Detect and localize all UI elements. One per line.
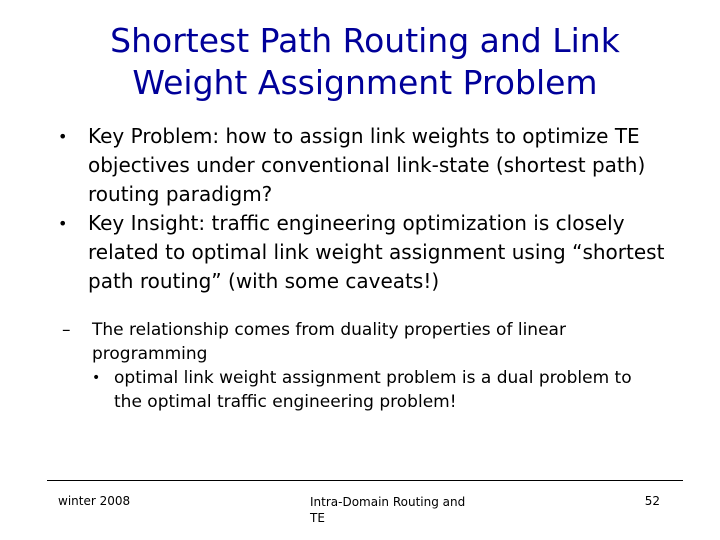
bullet-key-insight: [58, 209, 698, 296]
sub-bullet-text: The relationship comes from duality properties of linear programming: [92, 320, 566, 364]
bullet-text: Key Insight: traffic engineering optimization is closely related to optimal link weight assignment using “shortest path routing” (with some caveats!): [88, 211, 665, 293]
slide-title-line-1: Shortest Path Routing and Link: [110, 21, 620, 60]
footer-divider: [47, 480, 683, 481]
sub-sub-bullet-marker: •: [92, 370, 101, 386]
slide-title-line-2: Weight Assignment Problem: [132, 63, 598, 102]
footer-page-number: 52: [644, 494, 660, 508]
sub-bullet-marker: –: [62, 320, 71, 340]
footer-date: winter 2008: [58, 494, 131, 508]
bullet-key-problem: [58, 122, 698, 209]
slide-title: [40, 20, 690, 104]
bullet-marker: •: [58, 214, 68, 233]
footer-course-title: Intra-Domain Routing and TE: [310, 495, 466, 525]
bullet-list: [58, 122, 698, 296]
sub-sub-bullet-text: optimal link weight assignment problem is a dual problem to the optimal traffic engineering problem!: [114, 368, 632, 412]
sub-bullet-group: [0, 306, 720, 414]
bullet-marker: •: [58, 127, 68, 146]
sub-sub-bullet-dual-problem: [92, 366, 634, 414]
sub-bullet-duality: [62, 318, 612, 366]
bullet-text: Key Problem: how to assign link weights to optimize TE objectives under conventional link-state (shortest path) routing paradigm?: [88, 124, 646, 206]
